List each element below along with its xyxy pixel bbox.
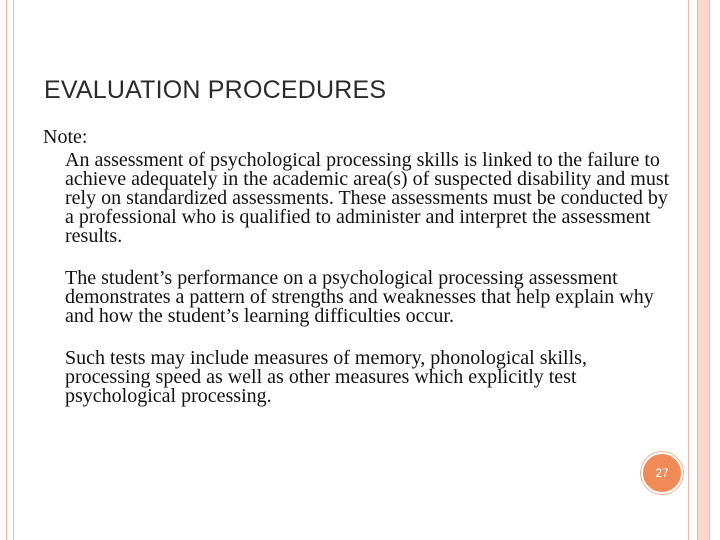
slide-body	[43, 128, 683, 429]
paragraph-performance: The student’s performance on a psychological processing assessment demonstrates a pattern of strengths and weaknesses that help explain why and how the student’s learning difficulties occur.	[65, 267, 654, 327]
left-frame-line-outer	[6, 0, 7, 540]
page-number-badge	[641, 452, 683, 494]
paragraph-assessment: An assessment of psychological processing skills is linked to the failure to achieve adequately in the academic area(s) of suspected disability and must rely on standardized assessments. These assessments must be conducted by a professional who is qualified to administer and interpret the assessment results.	[65, 149, 670, 247]
right-frame-band	[697, 0, 710, 540]
note-label: Note:	[43, 126, 88, 148]
page-number: 27	[655, 466, 669, 480]
right-frame-line	[688, 0, 689, 540]
left-frame-line-inner	[13, 0, 14, 540]
slide-title: EVALUATION PROCEDURES	[44, 76, 387, 104]
paragraph-tests: Such tests may include measures of memory, phonological skills, processing speed as well as other measures which explicitly test psychological processing.	[65, 347, 587, 407]
